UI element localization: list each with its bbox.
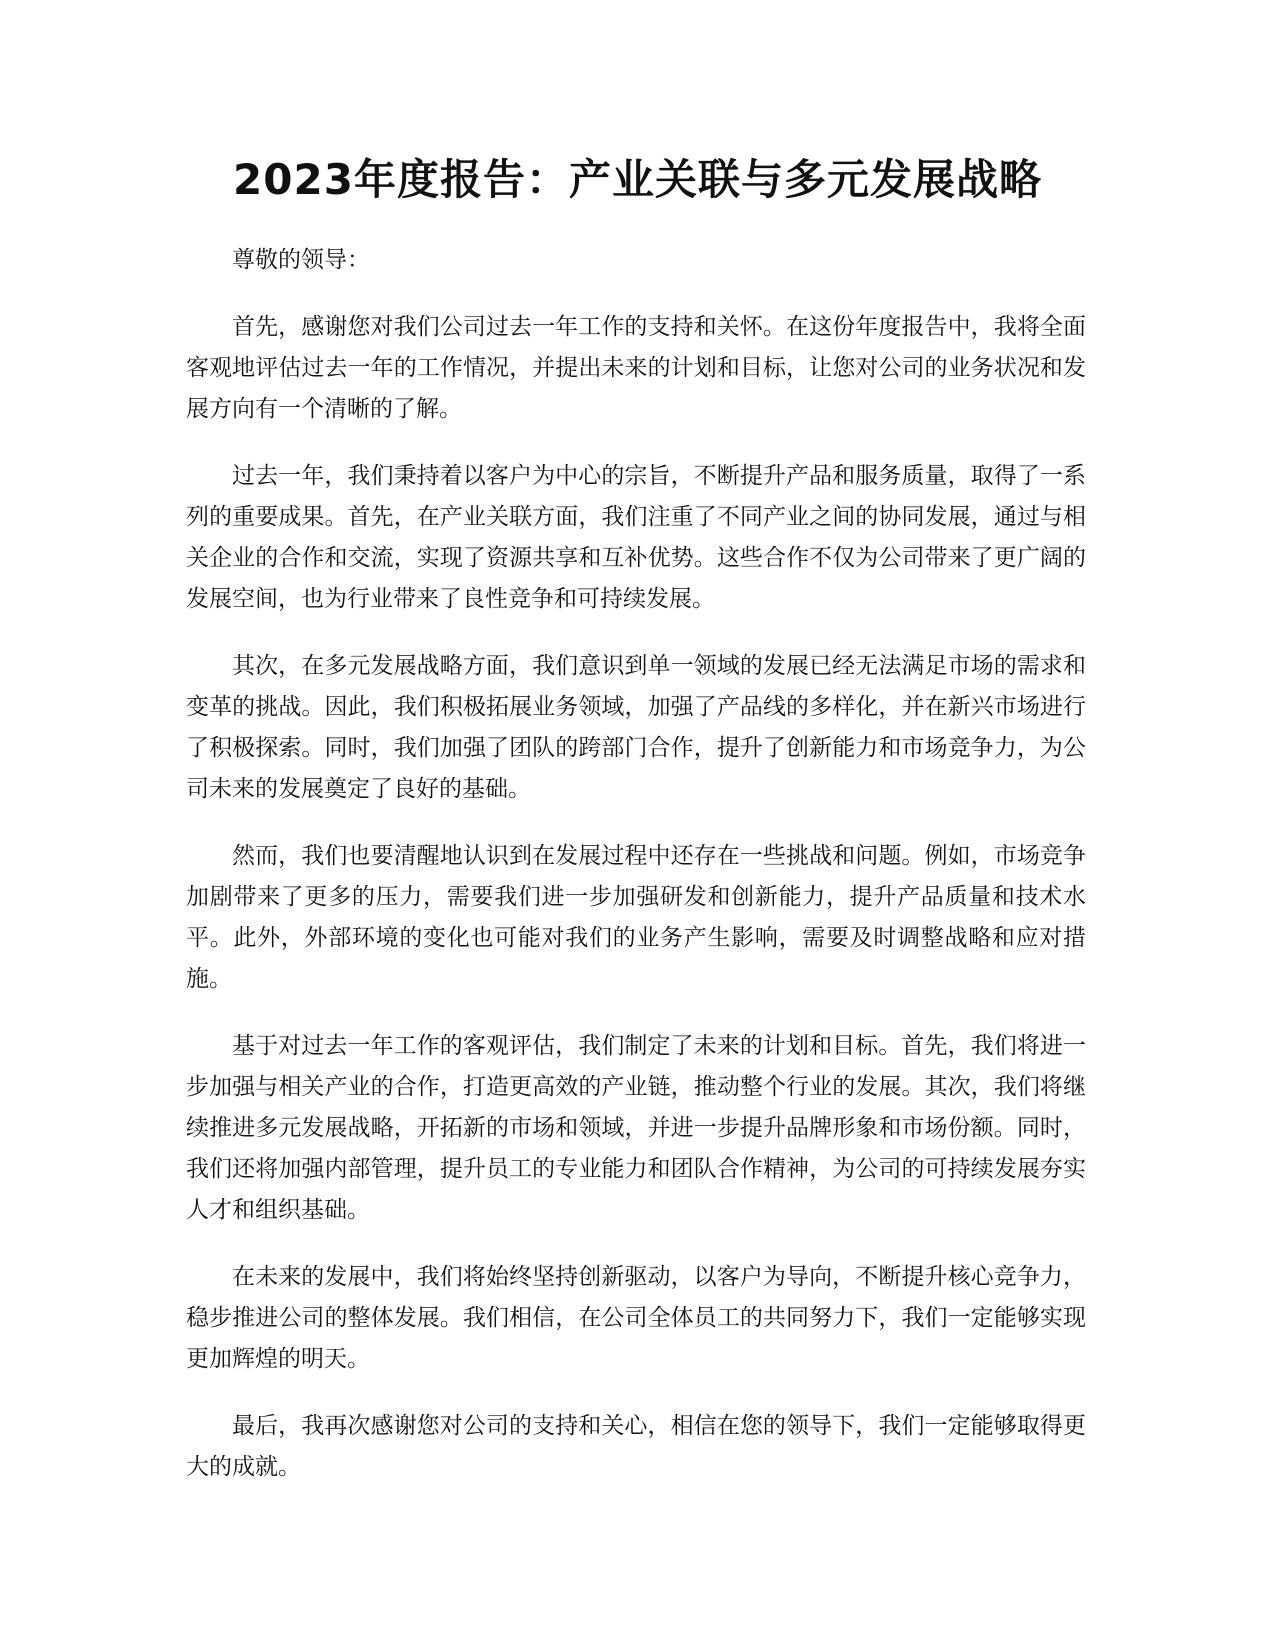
paragraph-1: 首先，感谢您对我们公司过去一年工作的支持和关怀。在这份年度报告中，我将全面客观地评估过去一年的工作情况，并提出未来的计划和目标，让您对公司的业务状况和发展方向有一个清晰的了解。	[186, 314, 1086, 422]
paragraph-5: 基于对过去一年工作的客观评估，我们制定了未来的计划和目标。首先，我们将进一步加强与相关产业的合作，打造更高效的产业链，推动整个行业的发展。其次，我们将继续推进多元发展战略，开拓新的市场和领域，并进一步提升品牌形象和市场份额。同时，我们还将加强内部管理，提升员工的专业能力和团队合作精神，为公司的可持续发展夯实人才和组织基础。	[186, 1033, 1086, 1223]
paragraph-2: 过去一年，我们秉持着以客户为中心的宗旨，不断提升产品和服务质量，取得了一系列的重要成果。首先，在产业关联方面，我们注重了不同产业之间的协同发展，通过与相关企业的合作和交流，实现了资源共享和互补优势。这些合作不仅为公司带来了更广阔的发展空间，也为行业带来了良性竞争和可持续发展。	[186, 463, 1086, 612]
document-body	[186, 240, 1086, 1514]
salutation: 尊敬的领导：	[232, 247, 370, 273]
paragraph-7: 最后，我再次感谢您对公司的支持和关心，相信在您的领导下，我们一定能够取得更大的成就。	[186, 1413, 1086, 1480]
paragraph-6: 在未来的发展中，我们将始终坚持创新驱动，以客户为导向，不断提升核心竞争力，稳步推进公司的整体发展。我们相信，在公司全体员工的共同努力下，我们一定能够实现更加辉煌的明天。	[186, 1264, 1086, 1372]
paragraph-4: 然而，我们也要清醒地认识到在发展过程中还存在一些挑战和问题。例如，市场竞争加剧带来了更多的压力，需要我们进一步加强研发和创新能力，提升产品质量和技术水平。此外，外部环境的变化也可能对我们的业务产生影响，需要及时调整战略和应对措施。	[186, 843, 1086, 992]
paragraph-3: 其次，在多元发展战略方面，我们意识到单一领域的发展已经无法满足市场的需求和变革的挑战。因此，我们积极拓展业务领域，加强了产品线的多样化，并在新兴市场进行了积极探索。同时，我们加强了团队的跨部门合作，提升了创新能力和市场竞争力，为公司未来的发展奠定了良好的基础。	[186, 653, 1086, 802]
document-title: 2023年度报告：产业关联与多元发展战略	[233, 155, 1042, 204]
